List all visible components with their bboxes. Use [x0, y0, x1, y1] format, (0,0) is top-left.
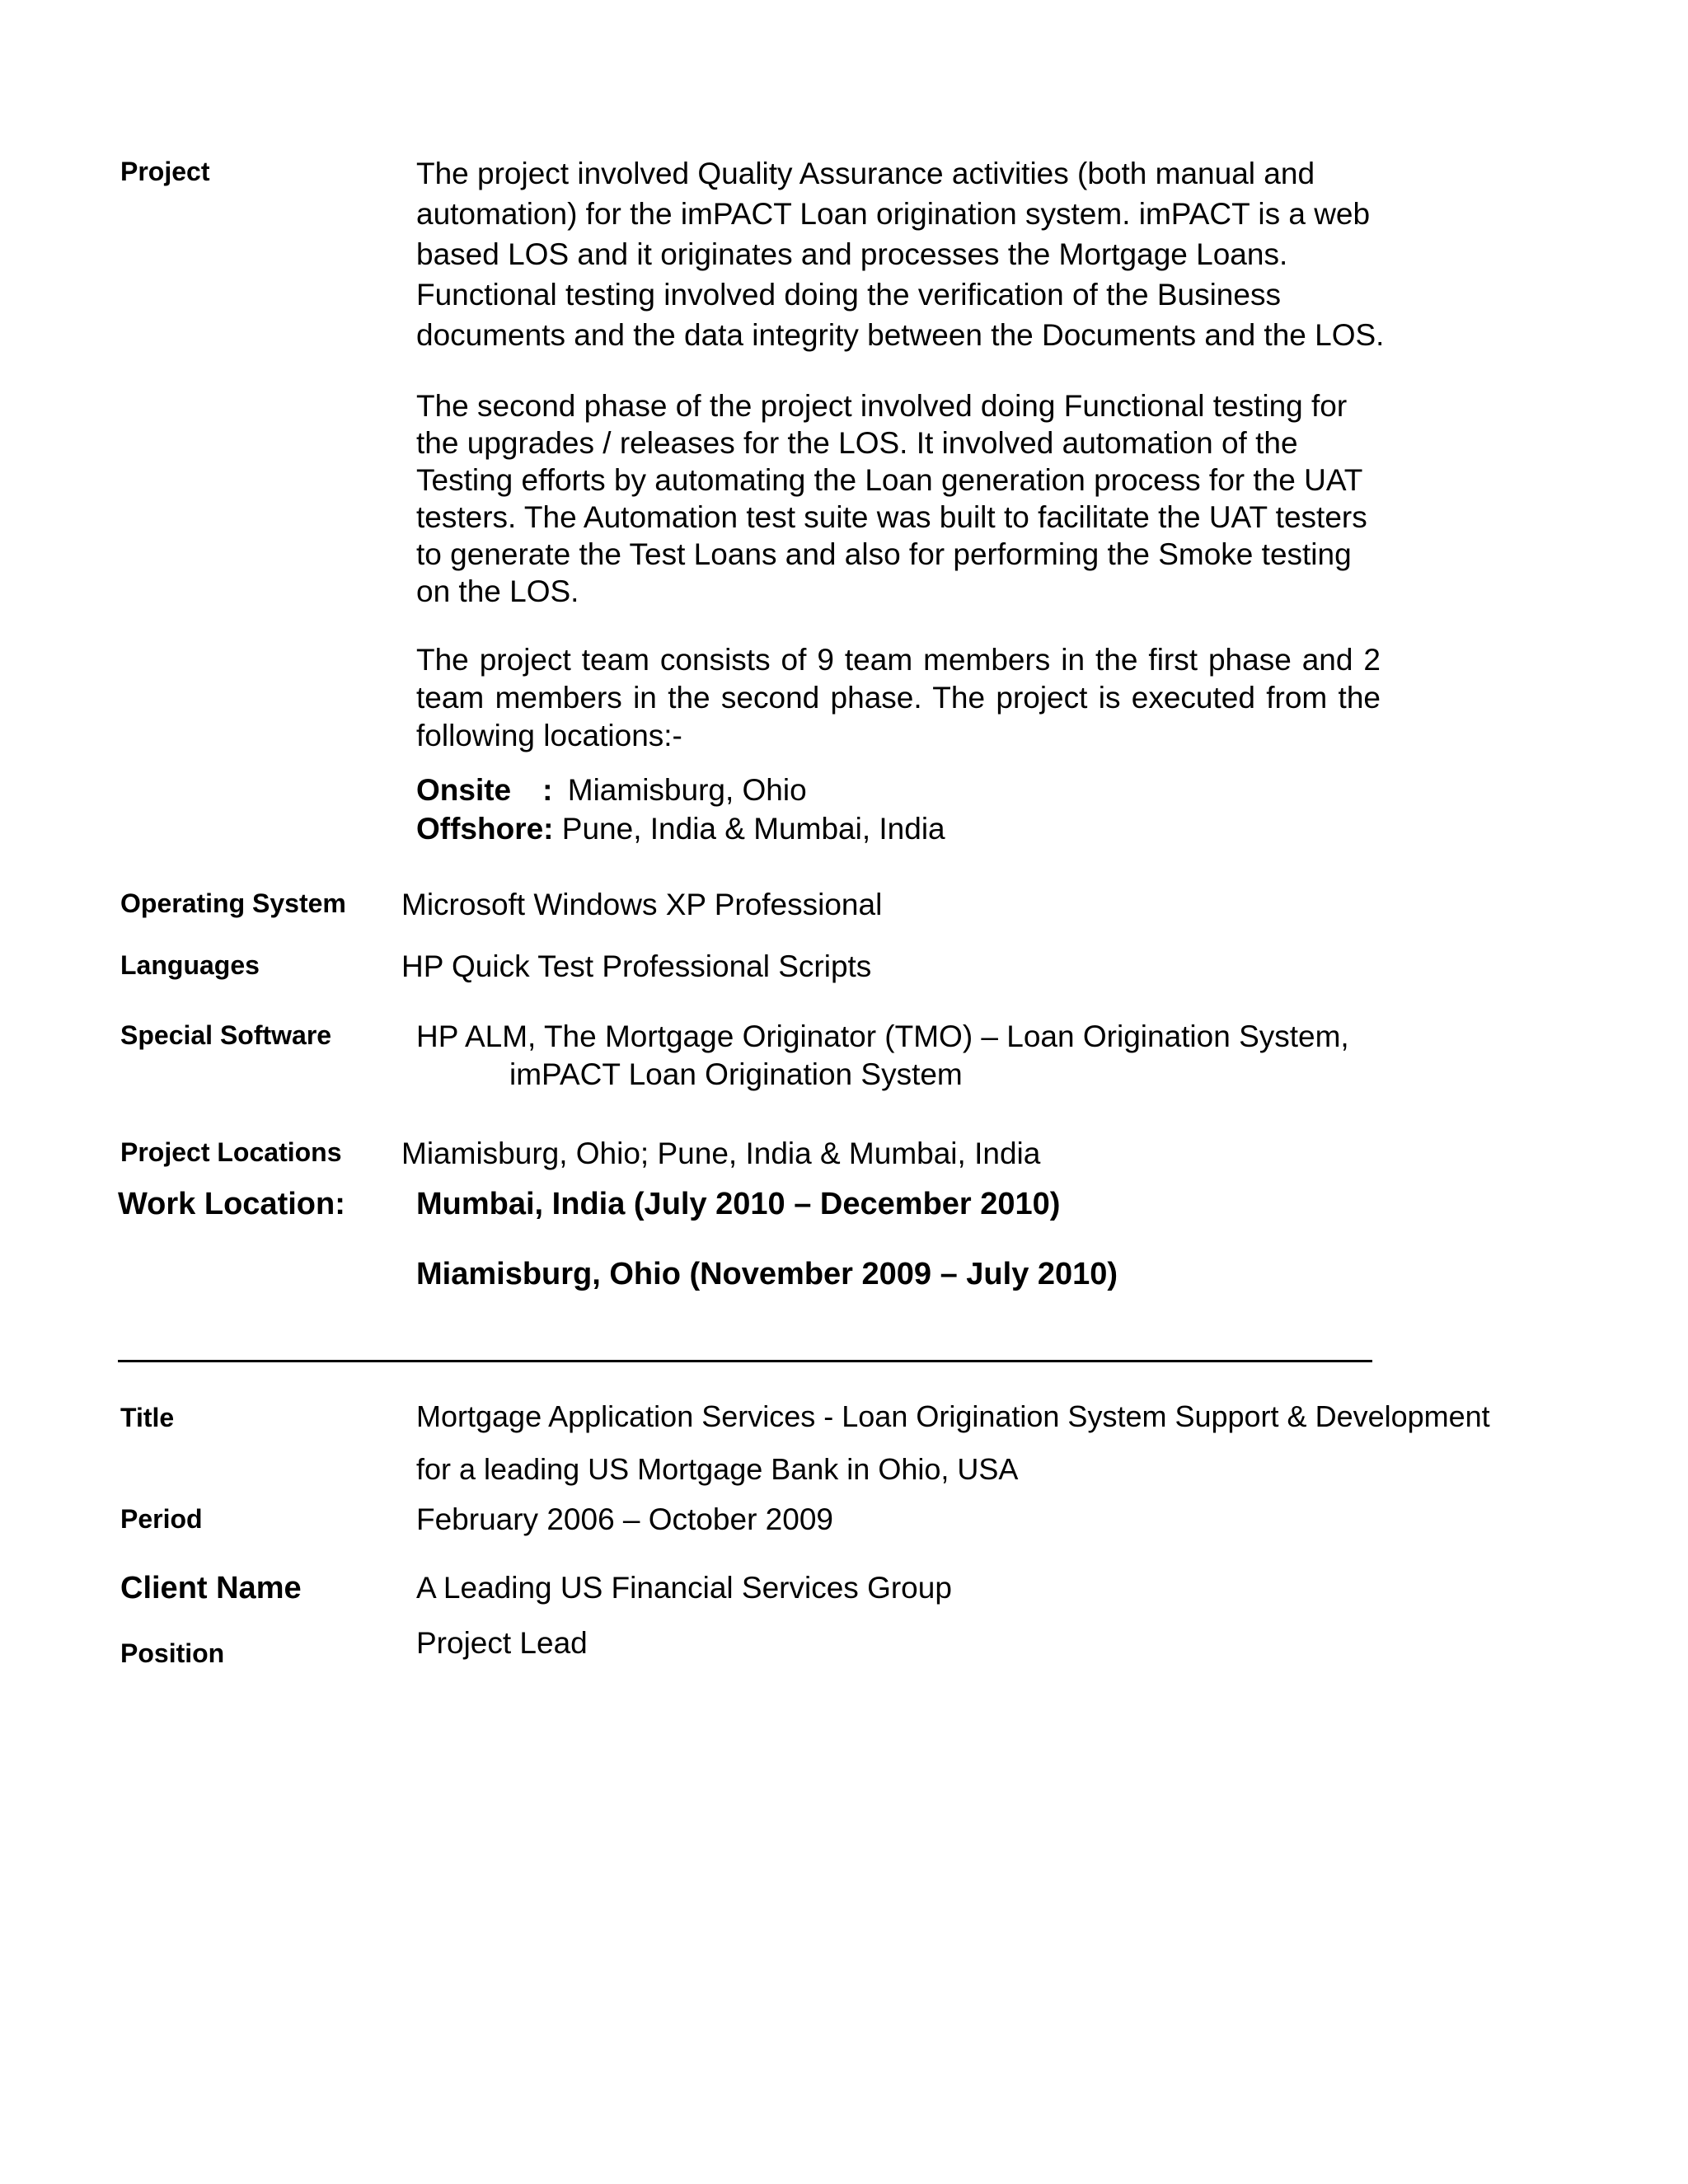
languages-value: HP Quick Test Professional Scripts — [401, 949, 872, 983]
project-team-paragraph: The project team consists of 9 team members in the first phase and 2 team members in the second phase. The project is executed from the following locations:- — [416, 643, 1381, 752]
project-locations-label: Project Locations — [120, 1137, 342, 1167]
period-label: Period — [120, 1504, 203, 1534]
project-locations-value: Miamisburg, Ohio; Pune, India & Mumbai, India — [401, 1137, 1041, 1170]
offshore-value: Pune, India & Mumbai, India — [561, 812, 945, 846]
paragraph-1-line: based LOS and it originates and processes the Mortgage Loans. — [416, 237, 1288, 271]
operating-system-label: Operating System — [120, 888, 346, 918]
paragraph-2-line: the upgrades / releases for the LOS. It involved automation of the — [416, 426, 1298, 460]
special-software-label: Special Software — [120, 1020, 332, 1050]
paragraph-1-line: The project involved Quality Assurance activities (both manual and — [416, 157, 1315, 190]
offshore-row — [416, 812, 945, 846]
paragraph-2-line: to generate the Test Loans and also for performing the Smoke testing — [416, 537, 1352, 571]
title-line-1: Mortgage Application Services - Loan Origination System Support & Development — [416, 1399, 1490, 1433]
position-label: Position — [120, 1638, 225, 1668]
paragraph-2-line: Testing efforts by automating the Loan generation process for the UAT — [416, 463, 1363, 497]
period-value: February 2006 – October 2009 — [416, 1502, 833, 1536]
operating-system-value: Microsoft Windows XP Professional — [401, 888, 883, 921]
work-location-label: Work Location: — [118, 1187, 345, 1221]
project-description-paragraph-2 — [416, 387, 1389, 610]
special-software-line-2: imPACT Loan Origination System — [509, 1057, 963, 1091]
project-label: Project — [120, 157, 210, 186]
paragraph-2-line: The second phase of the project involved doing Functional testing for — [416, 389, 1348, 423]
title-line-2: for a leading US Mortgage Bank in Ohio, USA — [416, 1452, 1019, 1486]
onsite-row — [416, 773, 807, 808]
paragraph-1-line: automation) for the imPACT Loan origination system. imPACT is a web — [416, 197, 1371, 231]
title-label: Title — [120, 1403, 175, 1432]
languages-label: Languages — [120, 950, 260, 980]
offshore-label: Offshore: — [416, 812, 554, 846]
onsite-value: Miamisburg, Ohio — [567, 773, 807, 807]
client-name-label: Client Name — [120, 1571, 302, 1605]
work-location-2: Miamisburg, Ohio (November 2009 – July 2010) — [416, 1257, 1118, 1291]
paragraph-1-line: Functional testing involved doing the verification of the Business — [416, 278, 1281, 312]
section-divider — [118, 1360, 1372, 1362]
paragraph-2-line: on the LOS. — [416, 574, 579, 608]
onsite-label: Onsite — [416, 773, 512, 807]
position-value: Project Lead — [416, 1626, 588, 1660]
client-name-value: A Leading US Financial Services Group — [416, 1571, 952, 1605]
work-location-1: Mumbai, India (July 2010 – December 2010) — [416, 1187, 1061, 1221]
special-software-line-1: HP ALM, The Mortgage Originator (TMO) – Loan Origination System, — [416, 1019, 1349, 1053]
paragraph-2-line: testers. The Automation test suite was built to facilitate the UAT testers — [416, 500, 1367, 534]
project-description-paragraph-1 — [416, 153, 1389, 355]
onsite-colon: : — [542, 773, 553, 807]
paragraph-1-line: documents and the data integrity between the Documents and the LOS. — [416, 318, 1385, 352]
